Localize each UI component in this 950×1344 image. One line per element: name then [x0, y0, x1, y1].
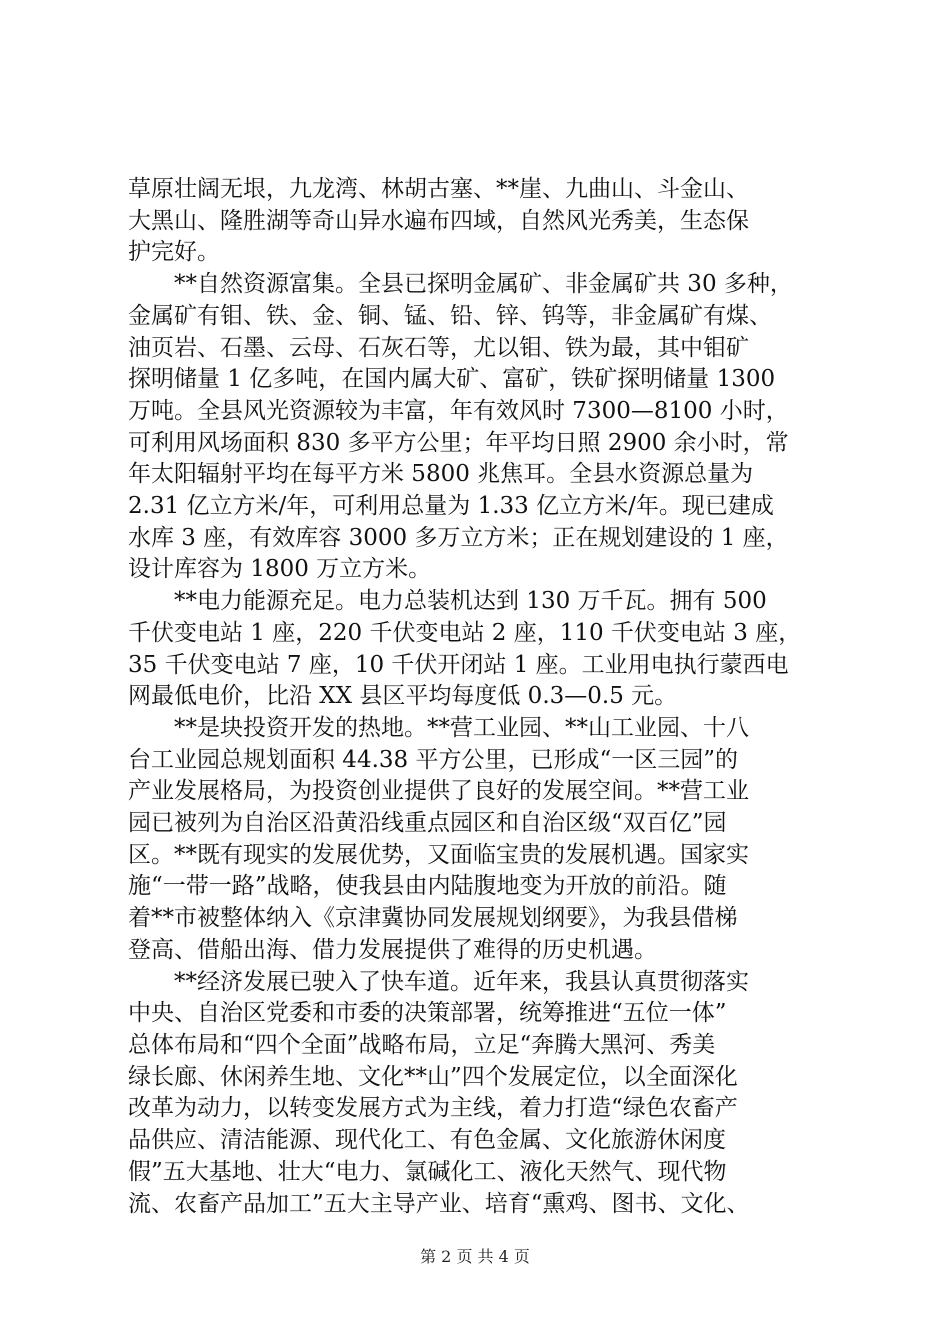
paragraph	[128, 269, 840, 586]
text-line: 假”五大基地、壮大“电力、氯碱化工、液化天然气、现代物	[128, 1158, 727, 1185]
text-line: 水库 3 座，有效库容 3000 多万立方米；正在规划建设的 1 座，	[128, 524, 789, 551]
text-line: 网最低电价，比沿 XX 县区平均每度低 0.3—0.5 元。	[128, 683, 678, 710]
text-line: 台工业园总规划面积 44.38 平方公里，已形成“一区三园”的	[128, 746, 738, 773]
text-line: 产业发展格局，为投资创业提供了良好的发展空间。**营工业	[128, 778, 749, 805]
text-line: 草原壮阔无垠，九龙湾、林胡古塞、**崖、九曲山、斗金山、	[128, 176, 749, 202]
text-line: **经济发展已驶入了快车道。近年来，我县认真贯彻落实	[128, 968, 749, 995]
text-line: 护完好。	[128, 239, 220, 266]
text-line: 施“一带一路”战略，使我县由内陆腹地变为开放的前沿。随	[128, 873, 727, 900]
text-line: 2.31 亿立方米/年，可利用总量为 1.33 亿立方米/年。现已建成	[128, 493, 774, 520]
text-line: **是块投资开发的热地。**营工业园、**山工业园、十八	[128, 714, 749, 741]
text-line: **自然资源富集。全县已探明金属矿、非金属矿共 30 多种，	[128, 271, 793, 298]
text-line: 区。**既有现实的发展优势，又面临宝贵的发展机遇。国家实	[128, 841, 749, 868]
text-line: 登高、借船出海、借力发展提供了难得的历史机遇。	[128, 936, 657, 963]
paragraph	[128, 967, 840, 1221]
text-line: 千伏变电站 1 座，220 千伏变电站 2 座，110 千伏变电站 3 座，	[128, 619, 802, 646]
text-line: 设计库容为 1800 万立方米。	[128, 556, 432, 583]
text-line: 万吨。全县风光资源较为丰富，年有效风时 7300—8100 小时，	[128, 397, 789, 424]
text-line: 探明储量 1 亿多吨，在国内属大矿、富矿，铁矿探明储量 1300	[128, 366, 776, 393]
text-line: 油页岩、石墨、云母、石灰石等，尤以钼、铁为最，其中钼矿	[128, 334, 749, 361]
paragraph	[128, 713, 840, 967]
text-line: **电力能源充足。电力总装机达到 130 万千瓦。拥有 500	[128, 588, 767, 615]
text-line: 园已被列为自治区沿黄沿线重点园区和自治区级“双百亿”园	[128, 810, 727, 837]
document-body	[128, 174, 840, 1220]
text-line: 品供应、清洁能源、现代化工、有色金属、文化旅游休闲度	[128, 1127, 726, 1154]
text-line: 着**市被整体纳入《京津冀协同发展规划纲要》，为我县借梯	[128, 905, 738, 932]
text-line: 可利用风场面积 830 多平方公里；年平均日照 2900 余小时，常	[128, 429, 789, 456]
text-line: 流、农畜产品加工”五大主导产业、培育“熏鸡、图书、文化、	[128, 1190, 750, 1217]
text-line: 大黑山、隆胜湖等奇山异水遍布四域，自然风光秀美，生态保	[128, 207, 749, 234]
text-line: 总体布局和“四个全面”战略布局，立足“奔腾大黑河、秀美	[128, 1031, 716, 1058]
text-line: 中央、自治区党委和市委的决策部署，统筹推进“五位一体”	[128, 1000, 727, 1027]
text-line: 35 千伏变电站 7 座，10 千伏开闭站 1 座。工业用电执行蒙西电	[128, 651, 789, 678]
paragraph	[128, 586, 840, 713]
paragraph	[128, 174, 840, 269]
page-footer: 第 2 页 共 4 页	[420, 1247, 530, 1266]
text-line: 年太阳辐射平均在每平方米 5800 兆焦耳。全县水资源总量为	[128, 461, 754, 488]
text-line: 改革为动力，以转变发展方式为主线，着力打造“绿色农畜产	[128, 1095, 738, 1122]
text-line: 绿长廊、休闲养生地、文化**山”四个发展定位，以全面深化	[128, 1063, 738, 1090]
text-line: 金属矿有钼、铁、金、铜、锰、铅、锌、钨等，非金属矿有煤、	[128, 302, 772, 329]
